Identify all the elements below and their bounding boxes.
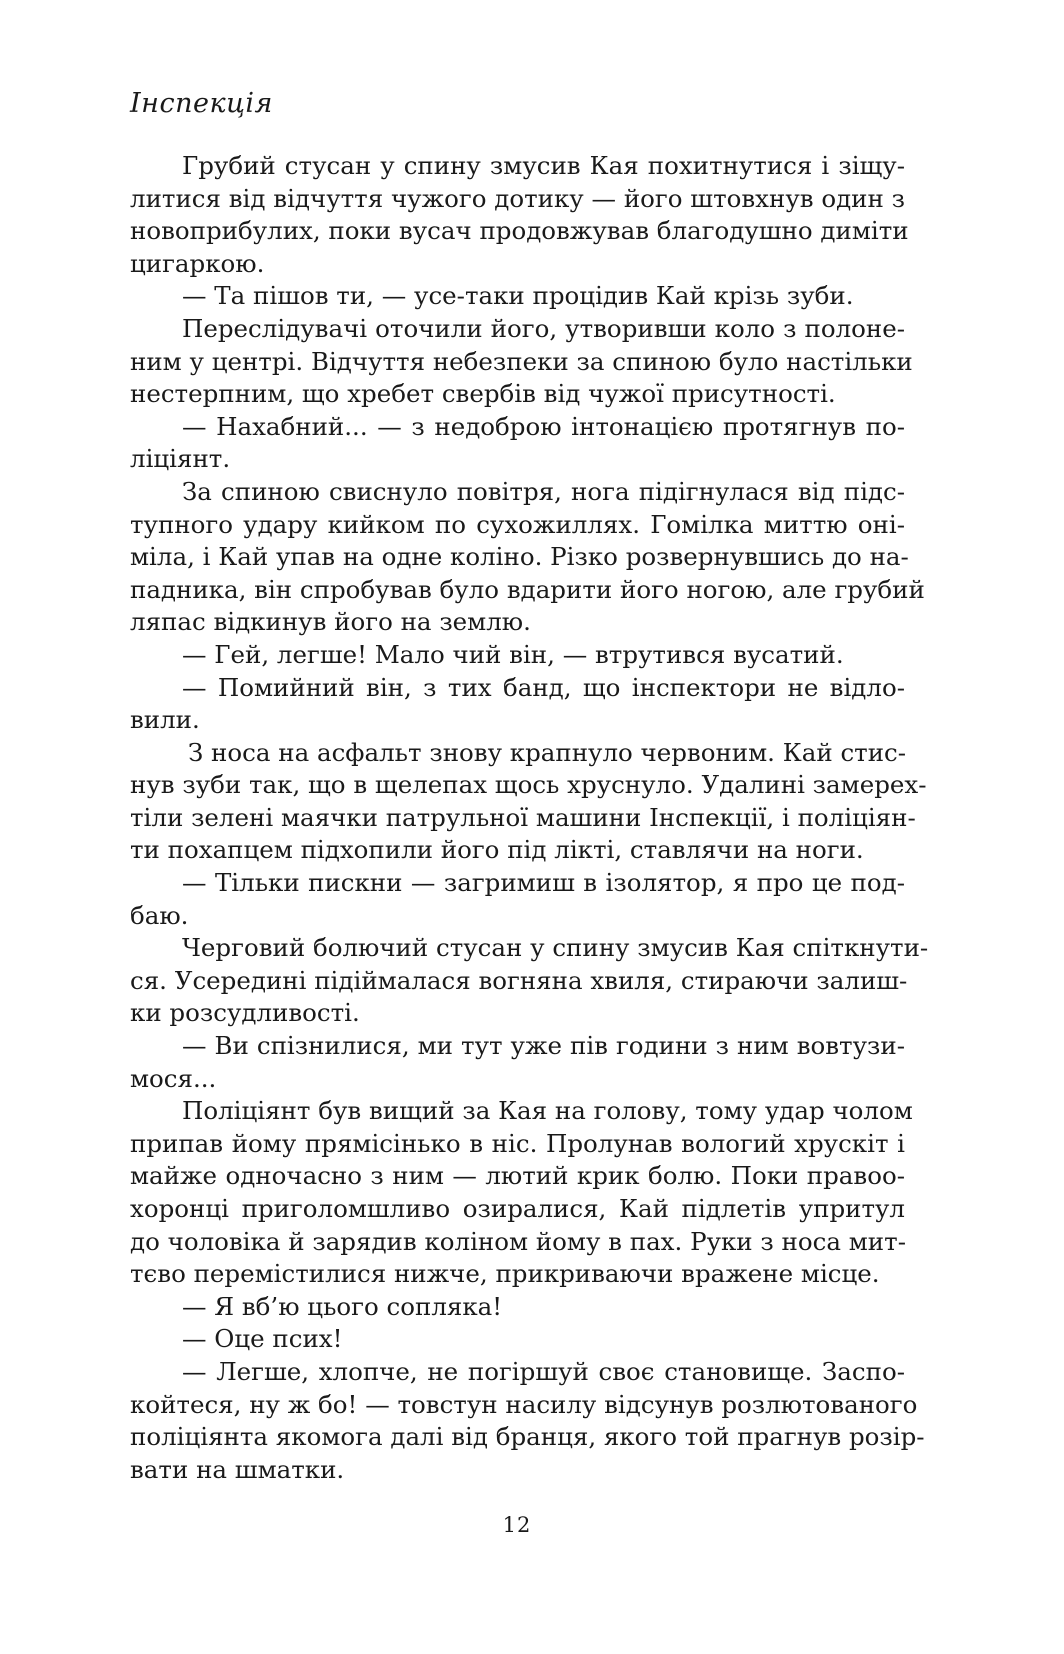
text-line: хоронці приголомшливо озиралися, Кай підлетів упритул [130, 1194, 905, 1223]
text-line: новоприбулих, поки вусач продовжував благодушно диміти [130, 216, 909, 246]
text-line: — Тільки пискни — загримиш в ізолятор, я про це под- [182, 868, 905, 898]
text-line: припав йому прямісінько в ніс. Пролунав вологий хрускіт і [130, 1128, 905, 1158]
text-line: ліціянт. [130, 444, 231, 474]
text-line: Поліціянт був вищий за Кая на голову, тому удар чолом [182, 1096, 913, 1126]
text-line: тупного удару кийком по сухожиллях. Гомілка миттю оні- [130, 509, 905, 539]
text-line: ляпас відкинув його на землю. [130, 607, 531, 637]
body-text [130, 150, 929, 1486]
text-line: Грубий стусан у спину змусив Кая похитнутися і зіщу- [182, 151, 905, 180]
text-line: — Оце псих! [182, 1324, 343, 1354]
text-line: до чоловіка й зарядив коліном йому в пах. Руки з носа мит- [130, 1226, 906, 1256]
page-number: 12 [502, 1513, 532, 1537]
text-line: литися від відчуття чужого дотику — його штовхнув один з [130, 183, 905, 213]
text-line: нестерпним, що хребет свербів від чужої присутності. [130, 379, 836, 409]
text-line: падника, він спробував було вдарити його ногою, але грубий [130, 574, 925, 604]
text-line: ним у центрі. Відчуття небезпеки за спиною було настільки [130, 346, 913, 376]
text-line: Черговий болючий стусан у спину змусив Кая спіткнути- [182, 933, 929, 963]
text-line: міла, і Кай упав на одне коліно. Різко розвернувшись до на- [130, 542, 909, 572]
text-line: вати на шматки. [130, 1454, 345, 1484]
text-line: За спиною свиснуло повітря, нога підігнулася від підс- [182, 476, 905, 506]
text-line: — Гей, легше! Мало чий він, — втрутився вусатий. [182, 639, 844, 669]
text-line: нув зуби так, що в щелепах щось хруснуло. Удалині замерех- [130, 770, 927, 800]
text-line: Переслідувачі оточили його, утворивши коло з полоне- [182, 313, 905, 343]
text-line: койтеся, ну ж бо! — товстун насилу відсунув розлютованого [130, 1389, 918, 1419]
text-line: З носа на асфальт знову крапнуло червоним. Кай стис- [188, 737, 907, 767]
text-line: ки розсудливості. [130, 998, 360, 1028]
text-line: тєво перемістилися нижче, прикриваючи вражене місце. [130, 1259, 880, 1289]
text-line: тіли зелені маячки патрульної машини Інспекції, і поліціян- [130, 802, 916, 832]
text-line: — Нахабний... — з недоброю інтонацією протягнув по- [182, 411, 905, 441]
text-line: — Та пішов ти, — усе-таки процідив Кай крізь зуби. [182, 281, 854, 311]
text-line: — Легше, хлопче, не погіршуй своє становище. Заспо- [182, 1356, 905, 1386]
text-line: майже одночасно з ним — лютий крик болю. Поки правоо- [130, 1161, 905, 1191]
text-line: ся. Усередині підіймалася вогняна хвиля, стираючи залиш- [130, 965, 908, 995]
text-line: вили. [130, 705, 200, 735]
text-line: баю. [130, 900, 189, 930]
text-line: — Ви спізнилися, ми тут уже пів години з ним вовтузи- [182, 1031, 905, 1061]
text-line: — Помийний він, з тих банд, що інспектори не відло- [182, 672, 905, 702]
text-line: цигаркою. [130, 248, 265, 278]
text-line: мося... [130, 1063, 217, 1093]
text-line: поліціянта якомога далі від бранця, якого той прагнув розір- [130, 1422, 925, 1452]
text-line: — Я вб’ю цього сопляка! [182, 1291, 503, 1321]
running-head: Інспекція [130, 88, 273, 119]
text-line: ти похапцем підхопили його під лікті, ставлячи на ноги. [130, 835, 864, 865]
